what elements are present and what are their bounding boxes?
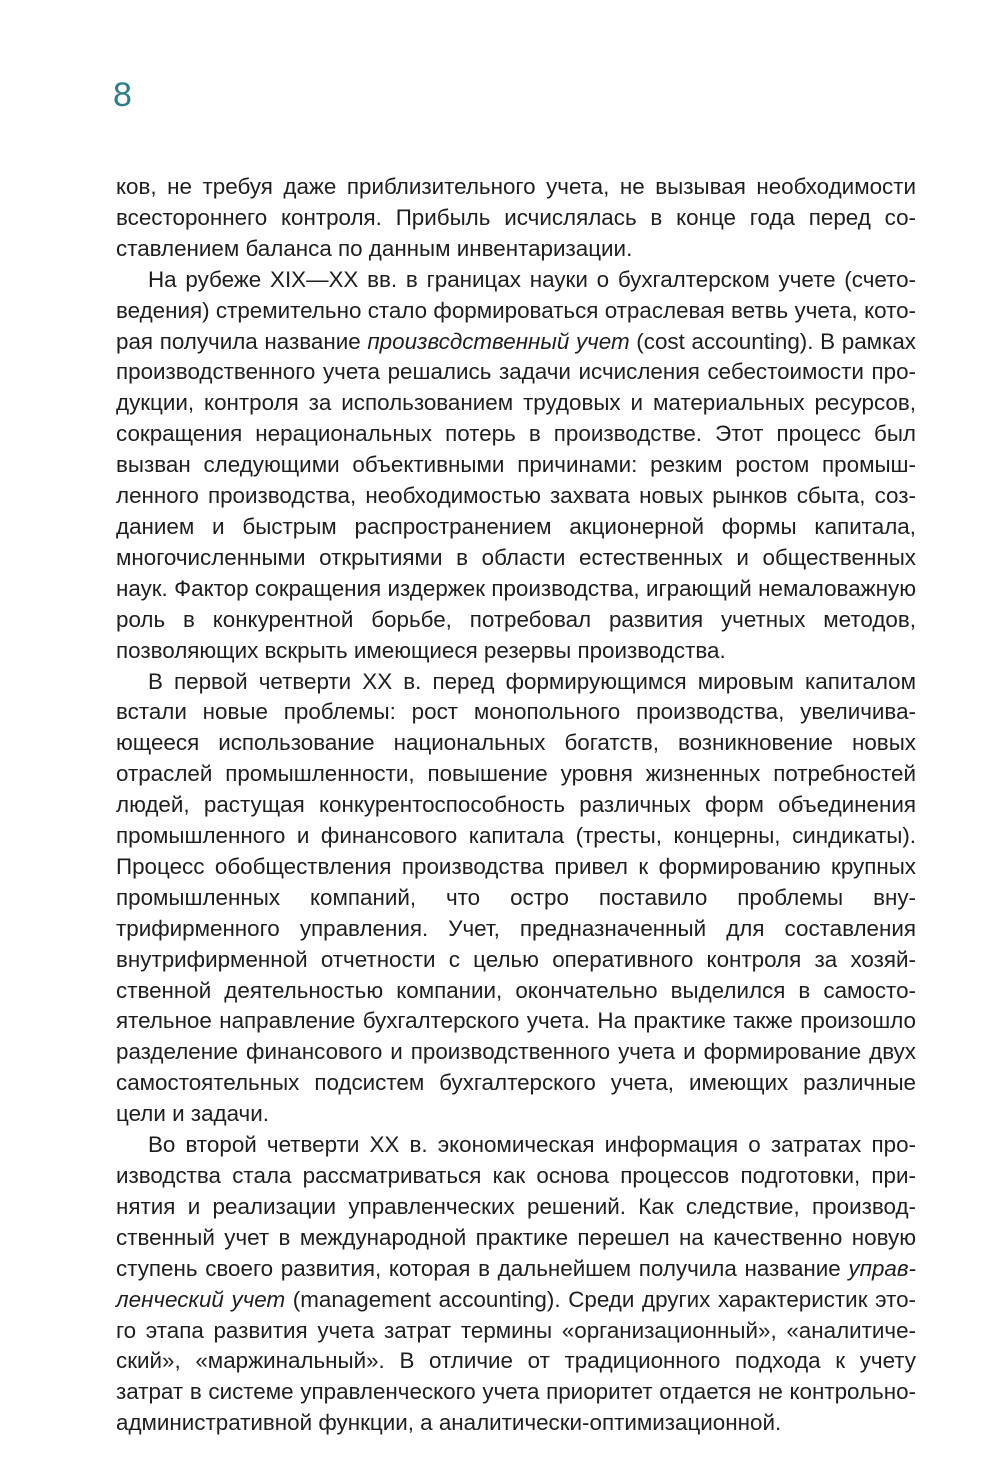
paragraph-production-accounting <box>116 265 916 667</box>
body-text <box>116 172 916 1439</box>
emphasized-term: произвсдственный учет <box>367 328 630 354</box>
page-number: 8 <box>113 76 132 114</box>
paragraph-text: На рубеже XIX—XX вв. в границах науки о бухгалтерском учете (счетоведения) стремительно стало формироваться отраслевая ветвь учета, которая получила название <box>116 266 916 354</box>
paragraph-text: (cost accounting). В рамках производственного учета решались задачи исчисления себестоимости продукции, контроля за использованием трудовых и материальных ресурсов, сокращения нерациональных потерь в производстве. Этот процесс был вызван следующими объективными причинами: резким ростом промышленного производства, необходимостью захвата новых рынков сбыта, созданием и быстрым распространением акционерной формы капитала, многочисленными открытиями в области естественных и общественных наук. Фактор сокращения издержек производства, играющий немаловажную роль в конкурентной борьбе, потребовал развития учетных методов, позволяющих вскрыть имеющиеся резервы производства. <box>116 328 916 663</box>
paragraph-first-quarter: В первой четверти XX в. перед формирующимся мировым капиталом встали новые проблемы: рост монопольного производства, увеличивающееся использование национальных богатств, возникновение новых отраслей промышленности, повышение уровня жизненных потребностей людей, растущая конкурентоспособность различных форм объединения промышленного и финансового капитала (тресты, концерны, синдикаты). Процесс обобществления производства привел к формированию крупных промышленных компаний, что остро поставило проблемы внутрифирменного управления. Учет, предназначенный для составления внутрифирменной отчетности с целью оперативного контроля за хозяйственной деятельностью компании, окончательно выделился в самостоятельное направление бухгалтерского учета. На практике также произошло разделение финансового и производственного учета и формирование двух самостоятельных подсистем бухгалтерского учета, имеющих различные цели и задачи. <box>116 668 916 1127</box>
paragraph-text: (management accounting). Среди других характеристик этого этапа развития учета затрат термины «организационный», «аналитический», «маржинальный». В отличие от традиционного подхода к учету затрат в системе управленческого учета приоритет отдается не контрольно-административной функции, а аналитически-оптимизационной. <box>116 1286 916 1436</box>
paragraph-continued: ков, не требуя даже приблизительного учета, не вызывая необходимости всестороннего контроля. Прибыль исчислялась в конце года перед составлением баланса по данным инвентаризации. <box>116 174 916 261</box>
emphasized-term: управленческий учет <box>116 1255 916 1312</box>
paragraph-text: Во второй четверти XX в. экономическая информация о затратах производства стала рассматриваться как основа процессов подготовки, принятия и реализации управленческих решений. Как следствие, производственный учет в международной практике перешел на качественно новую ступень своего развития, которая в дальнейшем получила название <box>116 1132 916 1281</box>
paragraph-management-accounting <box>116 1130 916 1439</box>
